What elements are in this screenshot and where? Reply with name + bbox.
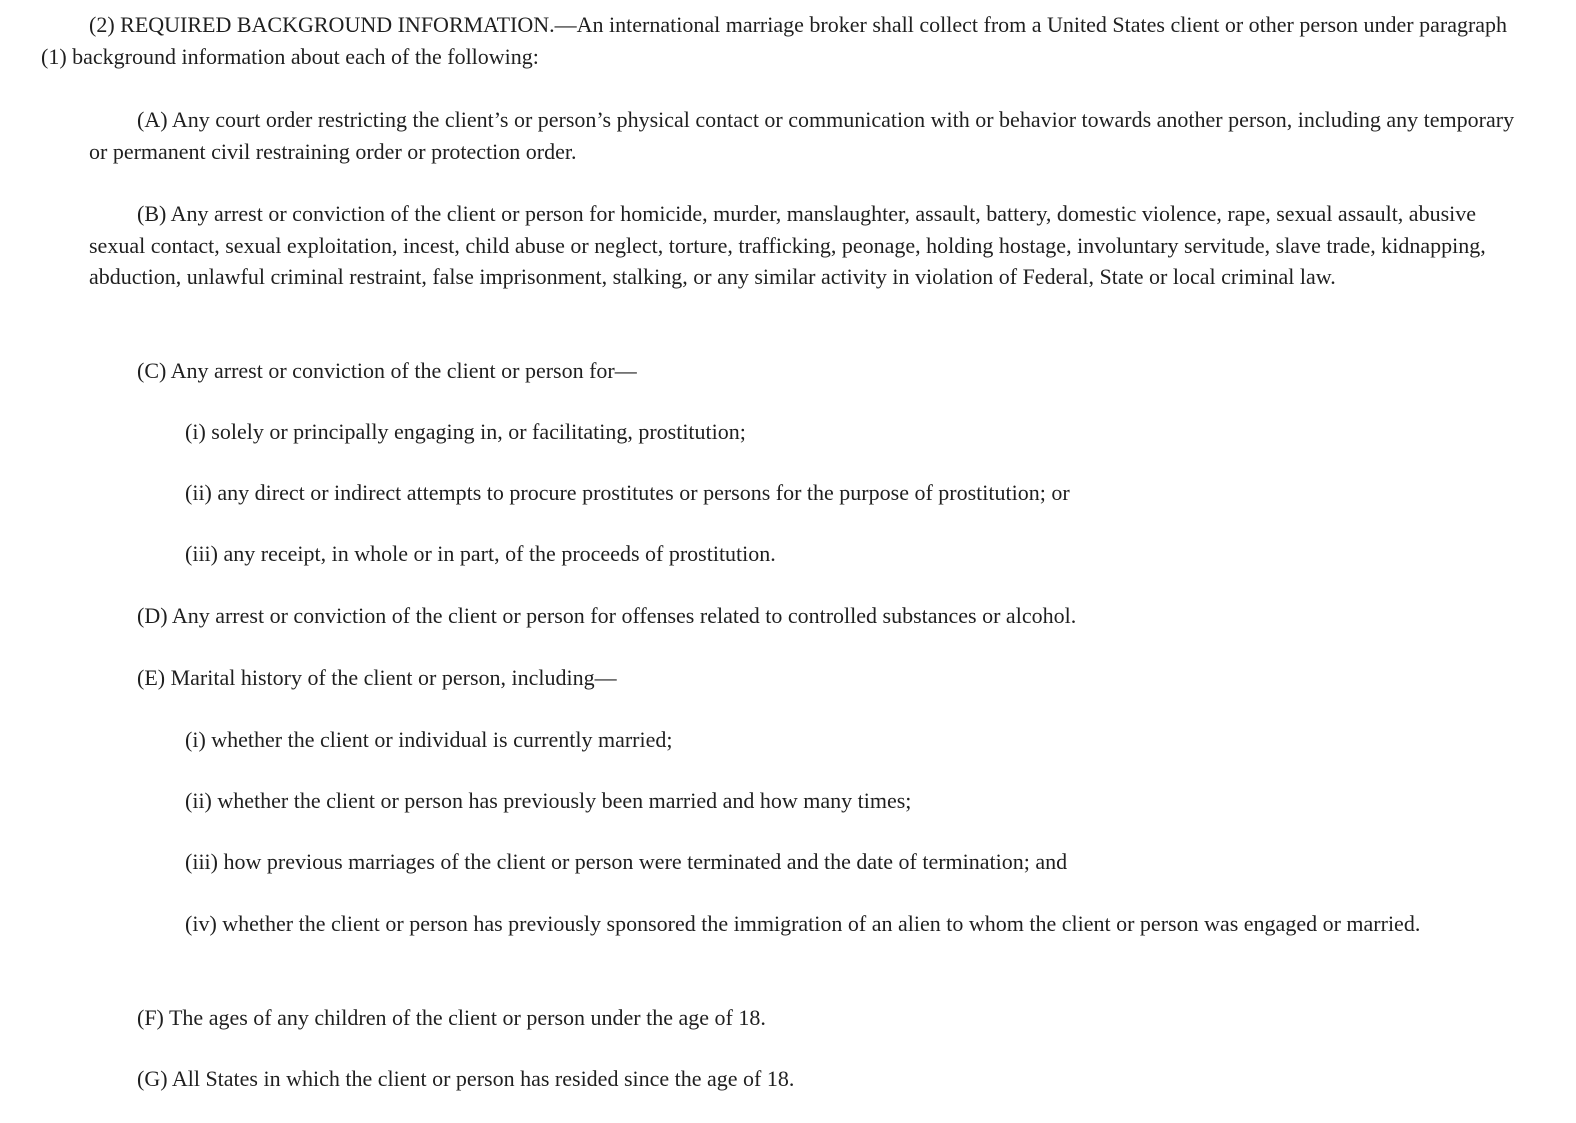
subparagraph-f-ages-of-children: (F) The ages of any children of the client or person under the age of 18. (137, 1005, 766, 1030)
paragraph-2-required-background-information: (2) REQUIRED BACKGROUND INFORMATION.—An international marriage broker shall collect from a United States client or other person under paragraph (1) background information about each of the following: (41, 12, 1508, 69)
clause-c-iii: (iii) any receipt, in whole or in part, of the proceeds of prostitution. (185, 541, 776, 566)
clause-c-ii: (ii) any direct or indirect attempts to procure prostitutes or persons for the purpose of prostitution; or (185, 480, 1070, 505)
clause-c-i: (i) solely or principally engaging in, or facilitating, prostitution; (185, 419, 746, 444)
subparagraph-c-prostitution-offenses: (C) Any arrest or conviction of the client or person for— (137, 358, 637, 383)
subparagraph-b-arrest-or-conviction: (B) Any arrest or conviction of the client or person for homicide, murder, manslaughter, assault, battery, domestic violence, rape, sexual assault, abusive sexual contact, sexual exploitation, incest, child abuse or neglect, torture, trafficking, peonage, holding hostage, involuntary servitude, slave trade, kidnapping, abduction, unlawful criminal restraint, false imprisonment, stalking, or any similar activity in violation of Federal, State or local criminal law. (89, 201, 1486, 289)
clause-e-iv: (iv) whether the client or person has previously sponsored the immigration of an alien to whom the client or person was engaged or married. (185, 911, 1421, 936)
clause-e-ii: (ii) whether the client or person has previously been married and how many times; (185, 788, 912, 813)
clause-e-i: (i) whether the client or individual is currently married; (185, 727, 673, 752)
subparagraph-g-states-resided: (G) All States in which the client or person has resided since the age of 18. (137, 1066, 795, 1091)
subparagraph-a-court-order: (A) Any court order restricting the client’s or person’s physical contact or communication with or behavior towards another person, including any temporary or permanent civil restraining order or protection order. (89, 107, 1515, 164)
subparagraph-e-marital-history: (E) Marital history of the client or person, including— (137, 665, 617, 690)
subparagraph-d-controlled-substances: (D) Any arrest or conviction of the client or person for offenses related to controlled substances or alcohol. (137, 603, 1077, 628)
clause-e-iii: (iii) how previous marriages of the client or person were terminated and the date of termination; and (185, 849, 1068, 874)
